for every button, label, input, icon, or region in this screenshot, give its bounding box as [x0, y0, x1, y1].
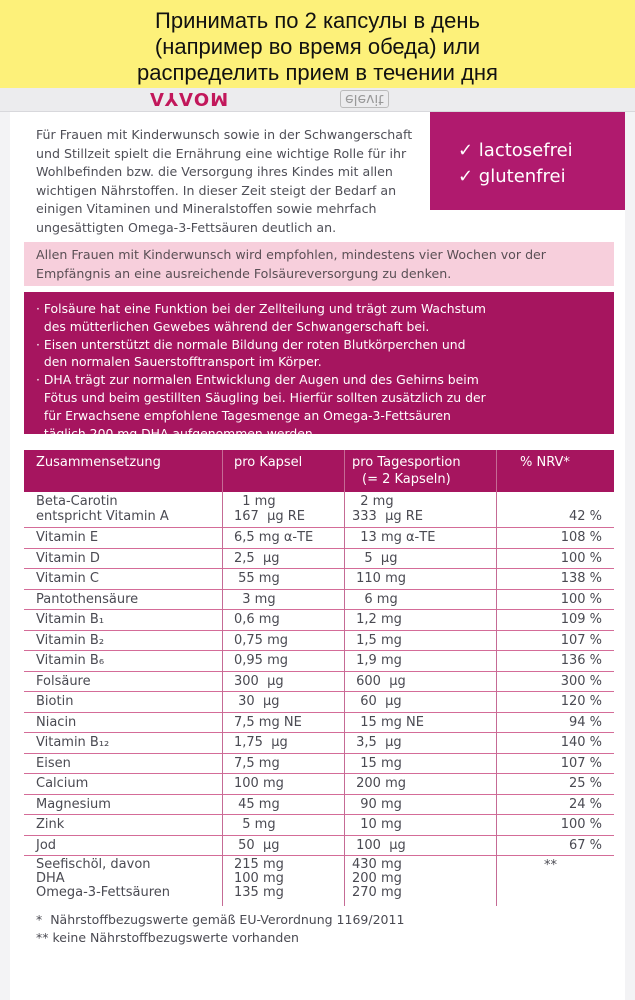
- claim-line: täglich 200 mg DHA aufgenommen werden.: [36, 425, 317, 441]
- per-day-value: 60 µg: [352, 694, 402, 709]
- nrv-value: 109 %: [560, 612, 602, 627]
- per-day-value: 3,5 µg: [352, 735, 402, 750]
- per-capsule-value: 100 mg: [234, 776, 284, 791]
- header-per-day: pro Tagesportion: [352, 455, 461, 470]
- nutrient-name: Pantothensäure: [36, 591, 139, 607]
- per-capsule-value: 1,75 µg: [234, 735, 288, 750]
- table-row: [24, 713, 614, 734]
- per-capsule-value: 2,5 µg: [234, 550, 280, 566]
- lactose-free-label: ✓ lactosefrei: [458, 140, 573, 161]
- table-row: [24, 651, 614, 672]
- per-capsule-value-sub: 167 µg RE: [234, 509, 305, 524]
- per-day-value: 2 mg: [352, 494, 394, 509]
- per-day-value: 6 mg: [352, 591, 398, 607]
- column-divider: [222, 450, 223, 906]
- per-day-value: 1,2 mg: [352, 612, 402, 627]
- nrv-value: 300 %: [560, 673, 602, 689]
- nrv-value: 94 %: [568, 714, 602, 730]
- table-row: [24, 492, 614, 528]
- package-top-edge: [0, 88, 635, 112]
- nutrient-name: Vitamin E: [36, 530, 99, 545]
- per-day-value: 200 mg: [352, 871, 402, 886]
- per-day-value: 90 mg: [352, 796, 402, 812]
- column-divider: [496, 450, 497, 906]
- flipped-brand-text: ΛΥΛΟΜ: [150, 88, 230, 109]
- footnote-no-nrv: ** keine Nährstoffbezugswerte vorhanden: [36, 930, 299, 945]
- table-row: [24, 836, 614, 857]
- header-composition: Zusammensetzung: [36, 455, 161, 470]
- health-claims-box: [24, 292, 614, 441]
- per-day-value: 600 µg: [352, 673, 406, 689]
- table-row: [24, 856, 614, 906]
- nutrient-name: Vitamin B₁₂: [36, 735, 110, 750]
- per-capsule-value: 300 µg: [234, 673, 284, 689]
- nutrient-name: Jod: [36, 837, 57, 853]
- per-capsule-value: 55 mg: [234, 571, 280, 586]
- nutrient-name: Magnesium: [36, 796, 111, 812]
- nutrient-name: Vitamin B₆: [36, 653, 105, 668]
- intro-text: Für Frauen mit Kinderwunsch sowie in der Schwangerschaft und Stillzeit spielt die Ernährung eine wichtige Rolle für ihr Wohlbefinden bzw. die Versorgung ihres Kindes mit allen wichtigen Nährstoffen. In dieser Zeit steigt der Bedarf an einigen Vitaminen und Mineralstoffen sowie mehrfach ungesättigten Omega-3-Fettsäuren deutlich an.: [36, 127, 413, 235]
- nrv-value: 108 %: [560, 530, 602, 545]
- nutrient-name: Eisen: [36, 755, 71, 771]
- per-capsule-value: 7,5 mg: [234, 755, 280, 771]
- nrv-value: 25 %: [568, 776, 602, 791]
- nrv-value: 107 %: [560, 755, 602, 771]
- per-capsule-value: 0,95 mg: [234, 653, 288, 668]
- table-row: [24, 528, 614, 549]
- table-row: [24, 569, 614, 590]
- nrv-value: 107 %: [560, 632, 602, 648]
- nutrient-name: Beta-Carotin: [36, 494, 118, 509]
- per-day-value: 1,9 mg: [352, 653, 402, 668]
- nrv-value: 100 %: [560, 591, 602, 607]
- nrv-value: 100 %: [560, 550, 602, 566]
- table-header: [24, 450, 614, 492]
- nrv-value: 120 %: [560, 694, 602, 709]
- claim-line: den normalen Sauerstofftransport im Körper.: [36, 354, 322, 370]
- nutrient-name: Vitamin B₁: [36, 612, 105, 627]
- banner-line-3: распределить прием в течении дня: [137, 60, 498, 85]
- per-capsule-value: 30 µg: [234, 694, 280, 709]
- free-from-badge: [430, 112, 625, 210]
- per-day-value: 15 mg NE: [352, 714, 424, 730]
- header-per-day-note: (= 2 Kapseln): [362, 472, 451, 487]
- per-capsule-value: 3 mg: [234, 591, 276, 607]
- table-row: [24, 815, 614, 836]
- flipped-logo: elevit: [340, 90, 389, 108]
- per-day-value: 270 mg: [352, 885, 402, 900]
- per-day-value: 110 mg: [352, 571, 406, 586]
- per-capsule-value: 1 mg: [234, 494, 276, 509]
- per-capsule-value: 50 µg: [234, 837, 280, 853]
- nrv-value: 67 %: [568, 837, 602, 853]
- nutrient-name: Zink: [36, 817, 65, 832]
- nrv-value: 42 %: [568, 509, 602, 524]
- column-divider: [344, 450, 345, 906]
- nrv-value: 100 %: [560, 817, 602, 832]
- banner-line-1: Принимать по 2 капсулы в день: [155, 8, 480, 33]
- per-day-value: 10 mg: [352, 817, 402, 832]
- table-row: [24, 774, 614, 795]
- nutrient-name: Vitamin B₂: [36, 632, 105, 648]
- claim-line: Fötus und beim gestillten Säugling bei. Hierfür sollten zusätzlich zu der: [36, 389, 486, 405]
- nutrient-name-sub: entspricht Vitamin A: [36, 509, 169, 524]
- nrv-value: 140 %: [560, 735, 602, 750]
- per-capsule-value: 135 mg: [234, 885, 284, 900]
- nrv-value: **: [544, 858, 557, 873]
- nutrient-name: Seefischöl, davon: [36, 857, 151, 872]
- banner-line-2: (например во время обеда) или: [154, 34, 481, 59]
- nutrient-name: Calcium: [36, 776, 89, 791]
- nutrient-name: DHA: [36, 871, 65, 886]
- table-row: [24, 672, 614, 693]
- per-capsule-value: 100 mg: [234, 871, 284, 886]
- table-row: [24, 754, 614, 775]
- claim-line: für Erwachsene empfohlene Tagesmenge an Omega-3-Fettsäuren: [36, 407, 451, 423]
- nrv-value: 136 %: [560, 653, 602, 668]
- per-capsule-value: 0,75 mg: [234, 632, 288, 648]
- claim-line: · Eisen unterstützt die normale Bildung der roten Blutkörperchen und: [36, 336, 466, 352]
- nutrient-name: Omega-3-Fettsäuren: [36, 885, 170, 900]
- per-day-value: 13 mg α-TE: [352, 530, 436, 545]
- nrv-value: 24 %: [568, 796, 602, 812]
- per-day-value: 1,5 mg: [352, 632, 402, 648]
- table-row: [24, 733, 614, 754]
- per-capsule-value: 5 mg: [234, 817, 276, 832]
- nutrient-name: Vitamin C: [36, 571, 100, 586]
- per-day-value: 100 µg: [352, 837, 406, 853]
- per-capsule-value: 215 mg: [234, 857, 284, 872]
- header-nrv: % NRV*: [520, 455, 570, 470]
- table-row: [24, 549, 614, 570]
- table-row: [24, 610, 614, 631]
- per-capsule-value: 6,5 mg α-TE: [234, 530, 314, 545]
- per-day-value: 5 µg: [352, 550, 398, 566]
- per-capsule-value: 0,6 mg: [234, 612, 280, 627]
- table-row: [24, 631, 614, 652]
- per-day-value: 430 mg: [352, 857, 402, 872]
- package-panel: [10, 112, 625, 1000]
- nutrient-name: Folsäure: [36, 673, 91, 689]
- per-capsule-value: 7,5 mg NE: [234, 714, 302, 730]
- nutrient-name: Niacin: [36, 714, 77, 730]
- per-capsule-value: 45 mg: [234, 796, 280, 812]
- claim-line: · Folsäure hat eine Funktion bei der Zellteilung und trägt zum Wachstum: [36, 301, 486, 316]
- table-row: [24, 692, 614, 713]
- per-day-value: 200 mg: [352, 776, 406, 791]
- gluten-free-label: ✓ glutenfrei: [458, 166, 566, 187]
- per-day-value-sub: 333 µg RE: [352, 509, 423, 524]
- nutrient-name: Biotin: [36, 694, 74, 709]
- table-row: [24, 590, 614, 611]
- claim-line: des mütterlichen Gewebes während der Schwangerschaft bei.: [36, 318, 430, 334]
- nrv-value: 138 %: [560, 571, 602, 586]
- per-day-value: 15 mg: [352, 755, 402, 771]
- header-per-capsule: pro Kapsel: [234, 455, 303, 470]
- claim-line: · DHA trägt zur normalen Entwicklung der Augen und des Gehirns beim: [36, 372, 479, 388]
- translation-banner: [0, 0, 635, 88]
- nutrient-name: Vitamin D: [36, 550, 100, 566]
- table-row: [24, 795, 614, 816]
- folic-acid-note: Allen Frauen mit Kinderwunsch wird empfohlen, mindestens vier Wochen vor der Empfängnis an eine ausreichende Folsäureversorgung zu denken.: [24, 242, 614, 286]
- footnote-nrv: * Nährstoffbezugswerte gemäß EU-Verordnung 1169/2011: [36, 912, 405, 927]
